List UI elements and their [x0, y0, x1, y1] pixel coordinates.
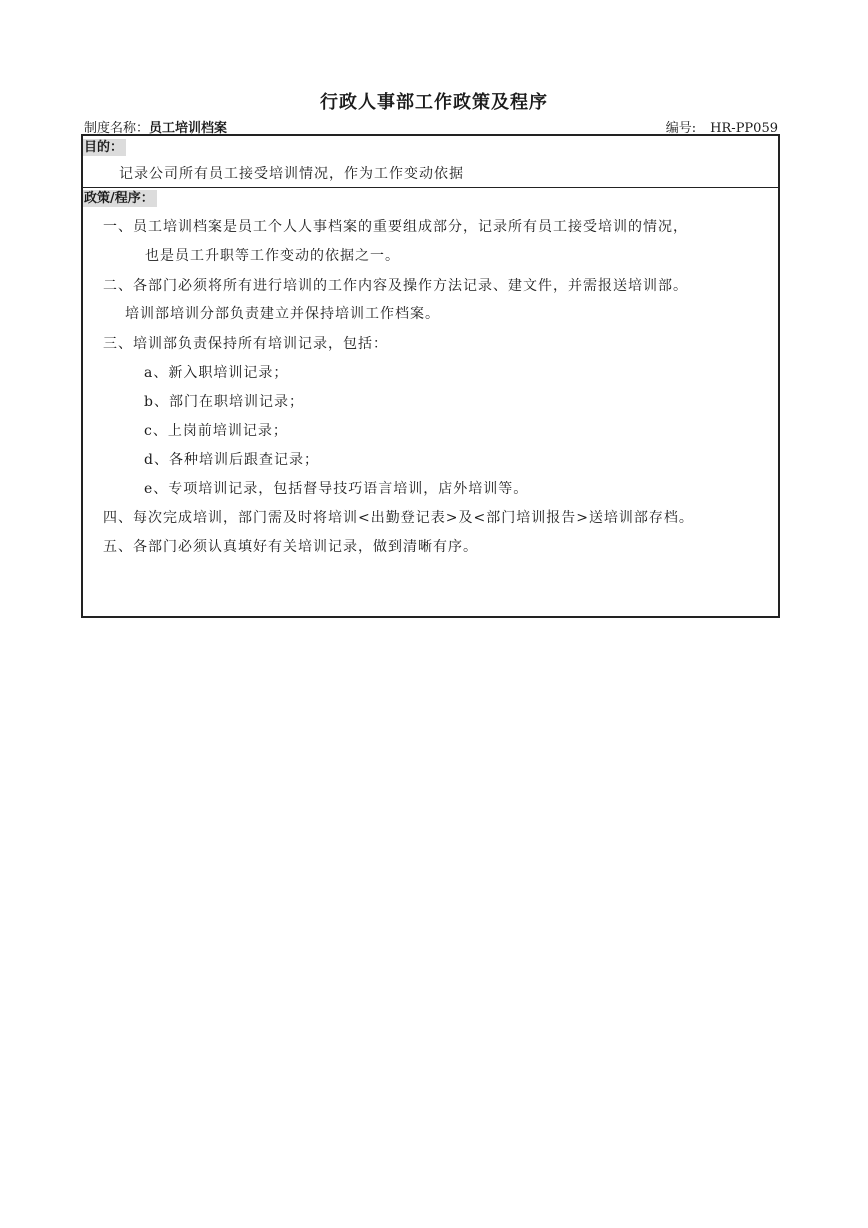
- policy-subitem-e: e、专项培训记录，包括督导技巧语言培训，店外培训等。: [144, 481, 529, 497]
- section-divider: [83, 187, 778, 188]
- policy-item-2-cont: 培训部培训分部负责建立并保持培训工作档案。: [125, 306, 440, 322]
- document-code-value: HR-PP059: [710, 121, 778, 136]
- purpose-heading-text: 目的：: [83, 139, 126, 156]
- policy-heading: [83, 189, 778, 209]
- policy-item-5: 五、各部门必须认真填好有关培训记录，做到清晰有序。: [103, 539, 478, 555]
- purpose-heading: [83, 138, 778, 158]
- document-meta-row: [84, 117, 778, 135]
- policy-heading-text: 政策/程序：: [83, 190, 157, 207]
- policy-item-1-cont: 也是员工升职等工作变动的依据之一。: [145, 248, 400, 264]
- policy-subitem-d: d、各种培训后跟查记录；: [144, 452, 319, 468]
- document-code-label: 编号:: [665, 121, 697, 136]
- policy-name-value: 员工培训档案: [149, 121, 228, 136]
- policy-subitem-c: c、上岗前培训记录；: [144, 423, 288, 439]
- policy-item-1: 一、员工培训档案是员工个人人事档案的重要组成部分，记录所有员工接受培训的情况，: [103, 219, 688, 235]
- policy-item-3: 三、培训部负责保持所有培训记录，包括：: [103, 336, 388, 352]
- document-title: 行政人事部工作政策及程序: [320, 92, 548, 113]
- purpose-text: 记录公司所有员工接受培训情况，作为工作变动依据: [119, 166, 464, 182]
- policy-subitem-b: b、部门在职培训记录；: [144, 394, 304, 410]
- policy-item-2: 二、各部门必须将所有进行培训的工作内容及操作方法记录、建文件，并需报送培训部。: [103, 278, 688, 294]
- policy-box: [81, 134, 780, 618]
- policy-item-4: 四、每次完成培训，部门需及时将培训<出勤登记表>及<部门培训报告>送培训部存档。: [103, 510, 694, 526]
- policy-name-label: 制度名称：: [84, 121, 150, 136]
- policy-subitem-a: a、新入职培训记录；: [144, 365, 289, 381]
